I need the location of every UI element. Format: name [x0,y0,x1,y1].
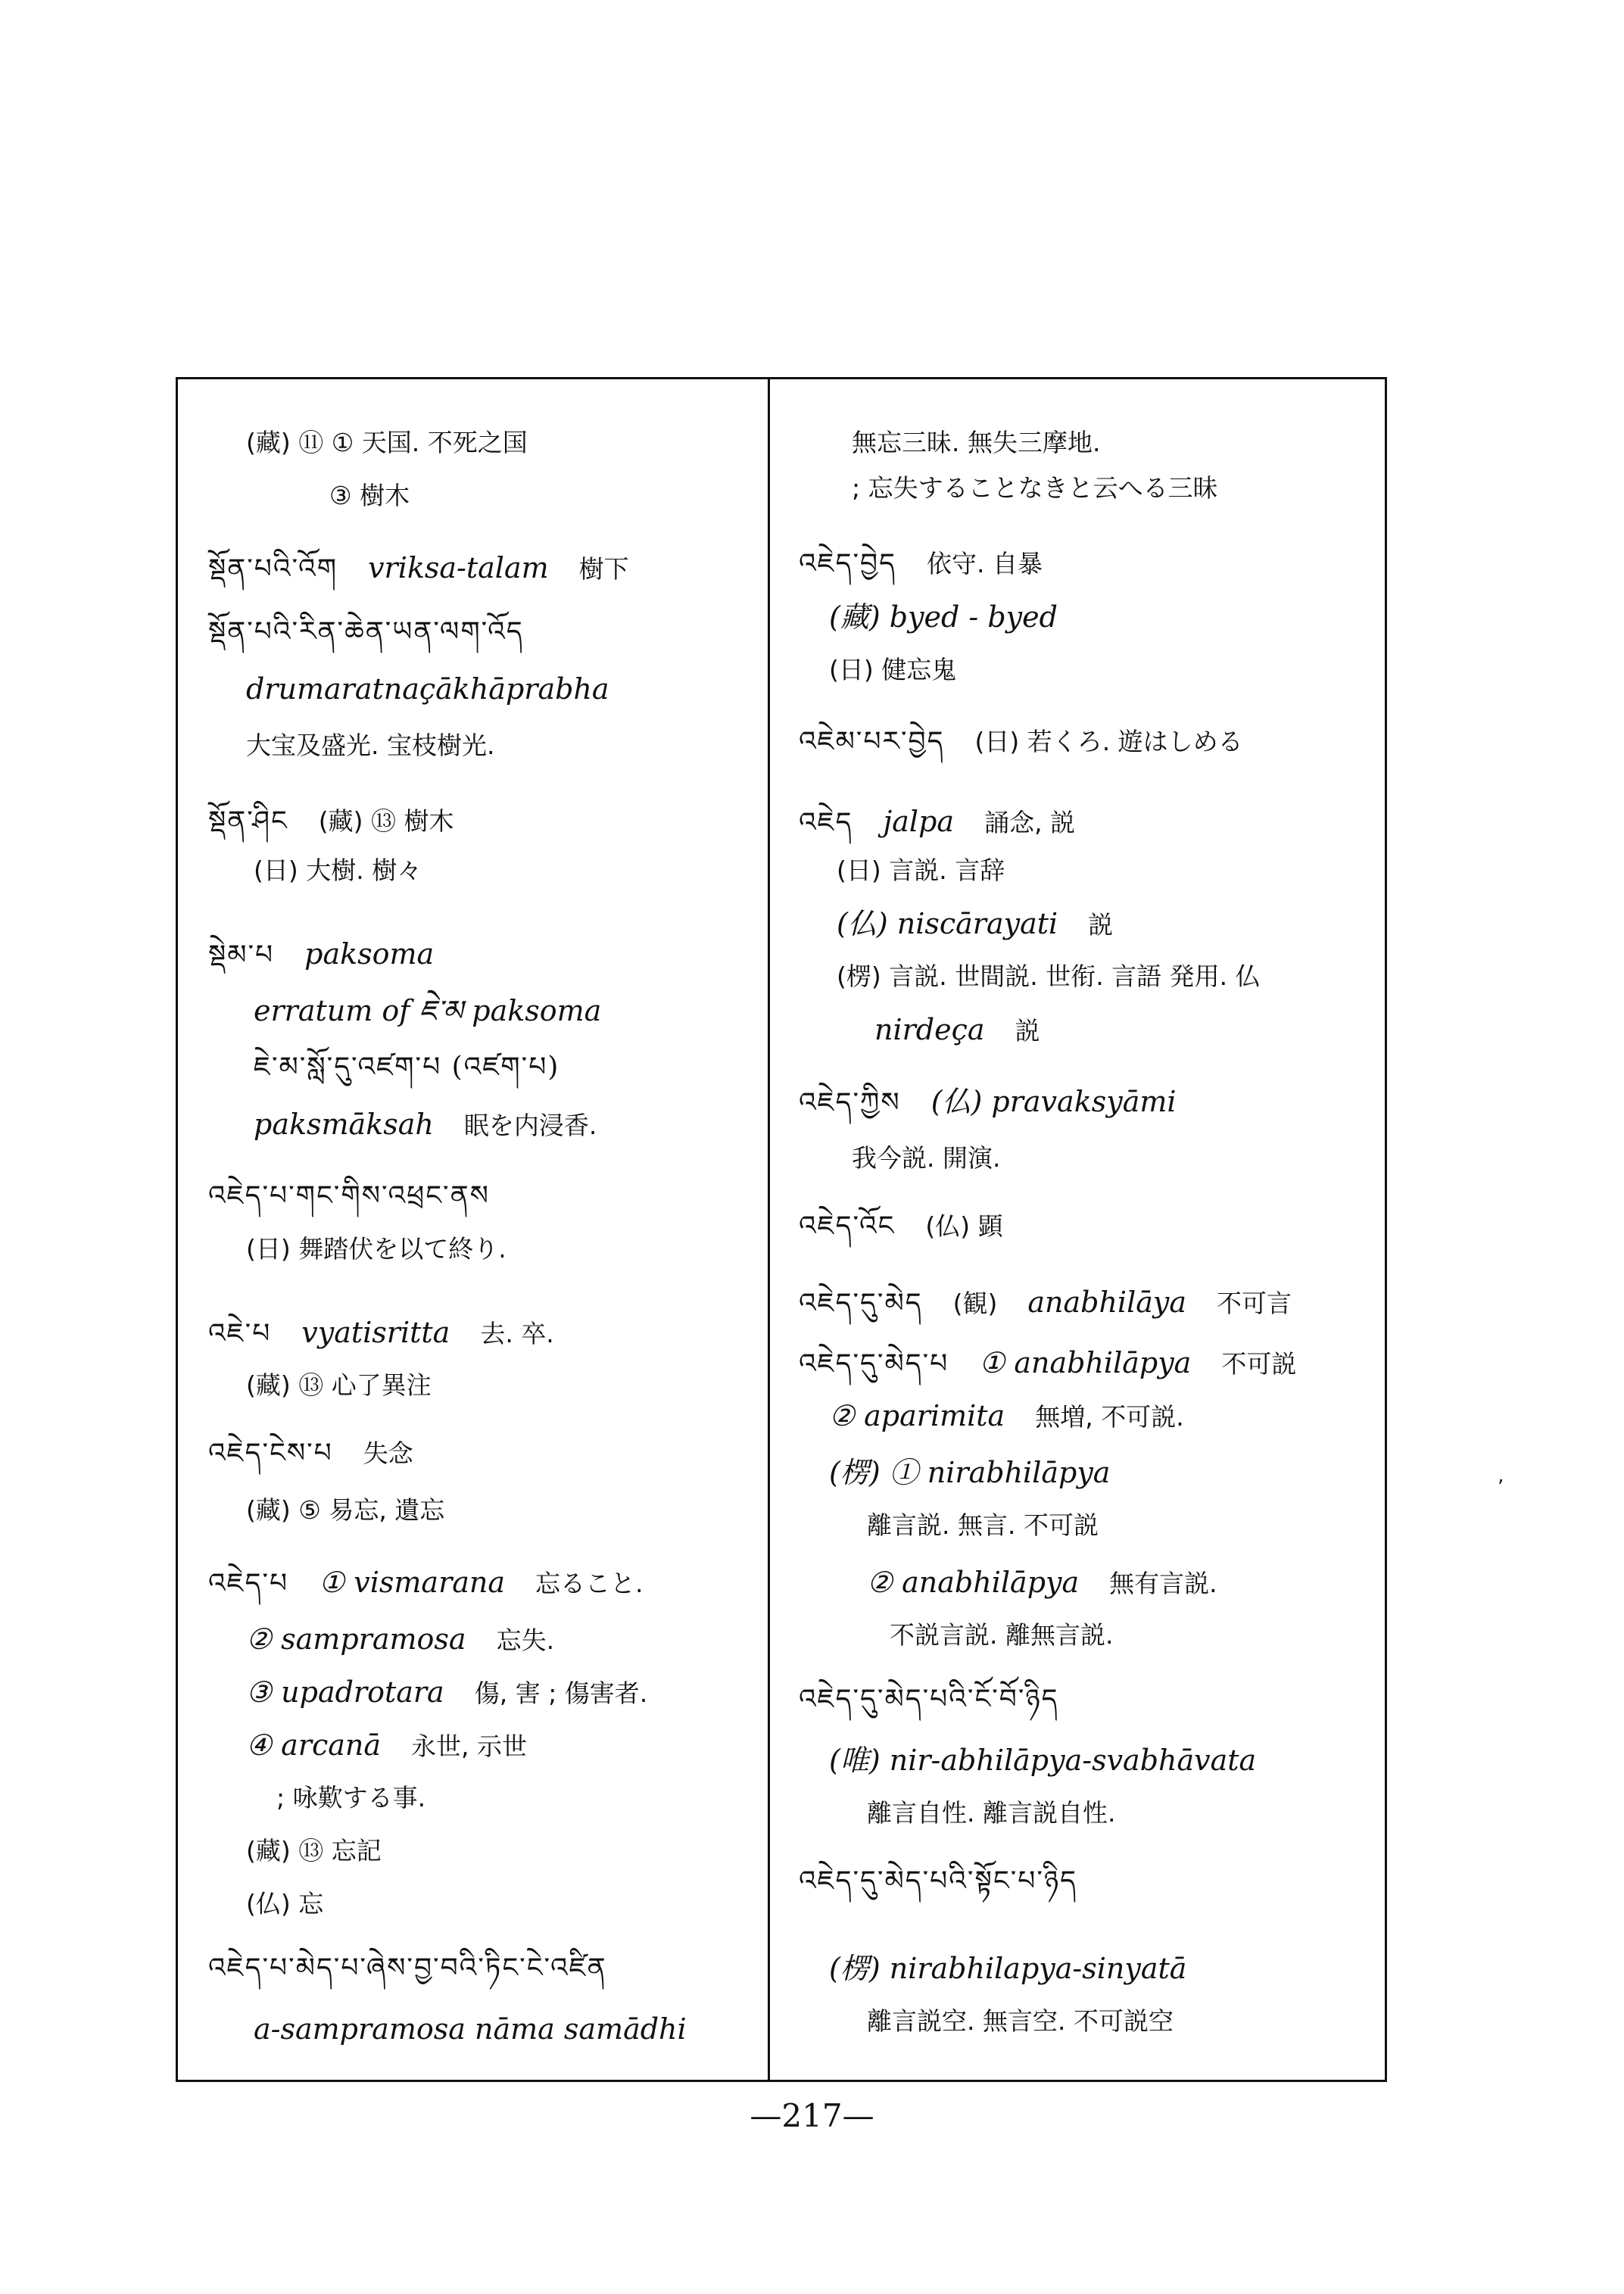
japanese-gloss: 離言説. 無言. 不可説 [867,1510,1099,1540]
dictionary-line [829,1953,1186,1985]
tibetan-headword: ཇེ་མ་སློ་དུ་འཛག་པ (འཛག་པ) [254,1052,560,1083]
dictionary-line [829,1745,1256,1777]
dictionary-line [837,909,1113,940]
japanese-gloss: (藏) ⑬ 心了異注 [246,1370,432,1400]
japanese-gloss: ; 咏歎する事. [276,1783,426,1812]
romanized-term: ② aparimita [829,1399,1005,1432]
tibetan-headword: འཇེད་བྱེད [799,548,896,579]
dictionary-line [867,1567,1217,1599]
japanese-gloss: 無増, 不可説. [1035,1402,1184,1432]
japanese-gloss: (観) [952,1289,998,1318]
dictionary-line [246,1730,527,1762]
japanese-gloss: 忘ること. [535,1569,644,1598]
romanized-term: (藏) byed - byed [829,600,1058,634]
tibetan-headword: འཇེད་ངེས་པ [208,1438,333,1469]
dictionary-line [246,1624,554,1656]
dictionary-line [837,856,1005,886]
dictionary-line [254,1052,560,1083]
romanized-term: ① vismarana [319,1566,506,1599]
japanese-gloss: (日) 健忘鬼 [829,655,957,684]
romanized-term: paksmāksah [254,1108,434,1141]
romanized-term: vyatisritta [301,1316,450,1349]
japanese-gloss: (藏) ⑤ 易忘, 遺忘 [246,1495,445,1525]
japanese-gloss: ③ 樹木 [329,481,410,510]
dictionary-line [829,655,956,685]
dictionary-line [829,602,1058,634]
romanized-term: ④ arcanā [246,1728,382,1762]
dictionary-line [867,2006,1174,2037]
romanized-term: nirdeça [874,1013,985,1046]
dictionary-line [246,1370,432,1401]
romanized-term: vriksa-talam [368,551,549,584]
dictionary-line [837,962,1261,992]
tibetan-headword: འཇེད་པ་མེད་པ་ཞེས་བྱ་བའི་ཏིང་ངེ་འཛིན [208,1953,607,1984]
japanese-gloss: 忘失. [496,1625,555,1655]
japanese-gloss: (日) 大樹. 樹々 [254,856,422,885]
dictionary-line [208,553,629,584]
dictionary-line [208,1567,644,1599]
page-number: —217— [750,2097,874,2134]
dictionary-line [246,1836,382,1866]
dictionary-line [799,727,1243,757]
japanese-gloss: 大宝及盛光. 宝枝樹光. [246,731,495,760]
japanese-gloss: 去. 卒. [480,1319,554,1348]
tibetan-headword: འཇེད་པ་གང་གིས་འཕྲང་ནས [208,1180,490,1211]
japanese-gloss: (藏) ⑬ 忘記 [246,1836,382,1865]
romanized-term: (仏) niscārayati [837,907,1058,940]
dictionary-line [208,806,454,837]
tibetan-headword: སྡེམ་པ [208,940,275,971]
japanese-gloss: 不可説 [1221,1349,1297,1379]
romanized-term: ② sampramosa [246,1622,466,1656]
japanese-gloss: 無有言説. [1109,1569,1217,1598]
romanized-term: (仏) pravaksyāmi [930,1085,1177,1118]
tibetan-headword: འཇེད་འོང [799,1211,896,1242]
japanese-gloss: 依守. 自暴 [926,549,1043,578]
romanized-term: erratum of ཇེ་མ paksoma [254,994,602,1027]
japanese-gloss: (藏) ⑬ 樹木 [318,806,454,836]
japanese-gloss: 説 [1015,1016,1040,1046]
dictionary-line [799,1685,1059,1715]
dictionary-line [890,1620,1113,1650]
japanese-gloss: (仏) 顕 [925,1211,1003,1241]
japanese-gloss: 永世, 示世 [411,1731,528,1761]
romanized-term: anabhilāya [1027,1286,1186,1319]
dictionary-line [852,428,1100,458]
japanese-gloss: ; 忘失することなきと云へる三昧 [852,473,1218,503]
dictionary-line [867,1510,1099,1541]
japanese-gloss: 不可言 [1217,1289,1292,1318]
dictionary-line [874,1015,1040,1046]
dictionary-line [829,1457,1110,1489]
dictionary-line [799,806,1075,838]
tibetan-headword: འཇེད་དུ་མེད་པའི་ངོ་བོ་ཉིད [799,1684,1059,1715]
romanized-term: ① anabhilāpya [979,1346,1192,1379]
dictionary-line [852,1143,1000,1173]
dictionary-line [329,481,410,511]
japanese-gloss: 誦念, 説 [984,808,1076,837]
japanese-gloss: 離言説空. 無言空. 不可説空 [867,2006,1174,2036]
tibetan-headword: འཇེད་དུ་མེད་པ [799,1348,949,1379]
dictionary-line [799,1287,1292,1319]
romanized-term: paksoma [304,937,435,971]
dictionary-line [246,428,528,458]
dictionary-line [829,1401,1184,1432]
dictionary-line [208,1181,490,1211]
dictionary-line [208,1438,413,1469]
dictionary-line [799,1866,1077,1897]
dictionary-line [246,1234,507,1264]
japanese-gloss: (仏) 忘 [246,1889,324,1918]
dictionary-line [246,1677,647,1709]
dictionary-line [276,1783,425,1813]
dictionary-line [799,1211,1003,1242]
tibetan-headword: འཇེད [799,807,853,838]
tibetan-headword: འཇེད་དུ་མེད་པའི་སྟོང་པ་ཉིད [799,1865,1078,1897]
japanese-gloss: 樹下 [578,554,629,584]
romanized-term: jalpa [883,805,955,838]
romanized-term: (楞) ① nirabhilāpya [829,1456,1111,1489]
tibetan-headword: འཇེད་ཀྱིས [799,1087,901,1118]
tibetan-headword: སྡོན་པའི་རིན་ཆེན་ཡན་ལག་འོད [208,616,524,647]
japanese-gloss: 失念 [363,1438,413,1468]
japanese-gloss: 眠を内浸香. [463,1111,597,1140]
dictionary-line [208,1317,554,1349]
japanese-gloss: (藏) ⑪ ① 天国. 不死之国 [246,428,528,457]
dictionary-line [867,1798,1115,1828]
dictionary-line [799,1086,1177,1118]
tibetan-headword: སྡོན་པའི་འོག [208,553,338,584]
dictionary-line [254,996,601,1027]
dictionary-line [852,473,1218,503]
tibetan-headword: འཇེམ་པར་བྱེད [799,726,945,757]
dictionary-line [246,1495,444,1526]
japanese-gloss: (日) 舞踏伏を以て終り. [246,1234,507,1264]
margin-mark: ʼ [1498,1476,1504,1499]
japanese-gloss: (日) 言説. 言辞 [837,856,1005,885]
japanese-gloss: 説 [1088,910,1114,940]
japanese-gloss: (楞) 言説. 世間説. 世衔. 言語 発用. 仏 [837,962,1261,991]
japanese-gloss: 不説言説. 離無言説. [890,1620,1114,1650]
japanese-gloss: 傷, 害 ; 傷害者. [474,1678,648,1708]
tibetan-headword: འཇེ་པ [208,1318,272,1349]
japanese-gloss: (日) 若くろ. 遊はしめる [974,727,1243,756]
dictionary-line [254,1109,597,1141]
column-divider [768,377,770,2082]
dictionary-line [208,1953,607,1984]
japanese-gloss: 我今説. 開演. [852,1143,1001,1173]
dictionary-line [208,617,524,647]
tibetan-headword: འཇེད་དུ་མེད [799,1288,923,1319]
romanized-term: a-sampramosa nāma samādhi [254,2012,687,2046]
romanized-term: drumaratnaçākhāprabha [246,672,609,706]
dictionary-line [208,939,434,971]
dictionary-line [246,731,494,761]
dictionary-line [799,1348,1296,1379]
dictionary-line [799,549,1043,579]
japanese-gloss: 離言自性. 離言説自性. [867,1798,1116,1828]
dictionary-line [254,2014,687,2046]
dictionary-line [246,1889,323,1919]
tibetan-headword: སྡོན་ཤིང [208,806,288,837]
tibetan-headword: འཇེད་པ [208,1568,289,1599]
romanized-term: ③ upadrotara [246,1675,444,1709]
japanese-gloss: 無忘三昧. 無失三摩地. [852,428,1101,457]
romanized-term: (楞) nirabhilapya-sinyatā [829,1952,1187,1985]
dictionary-line [254,856,422,886]
romanized-term: (唯) nir-abhilāpya-svabhāvata [829,1744,1257,1777]
romanized-term: ② anabhilāpya [867,1566,1080,1599]
dictionary-line [246,674,609,706]
